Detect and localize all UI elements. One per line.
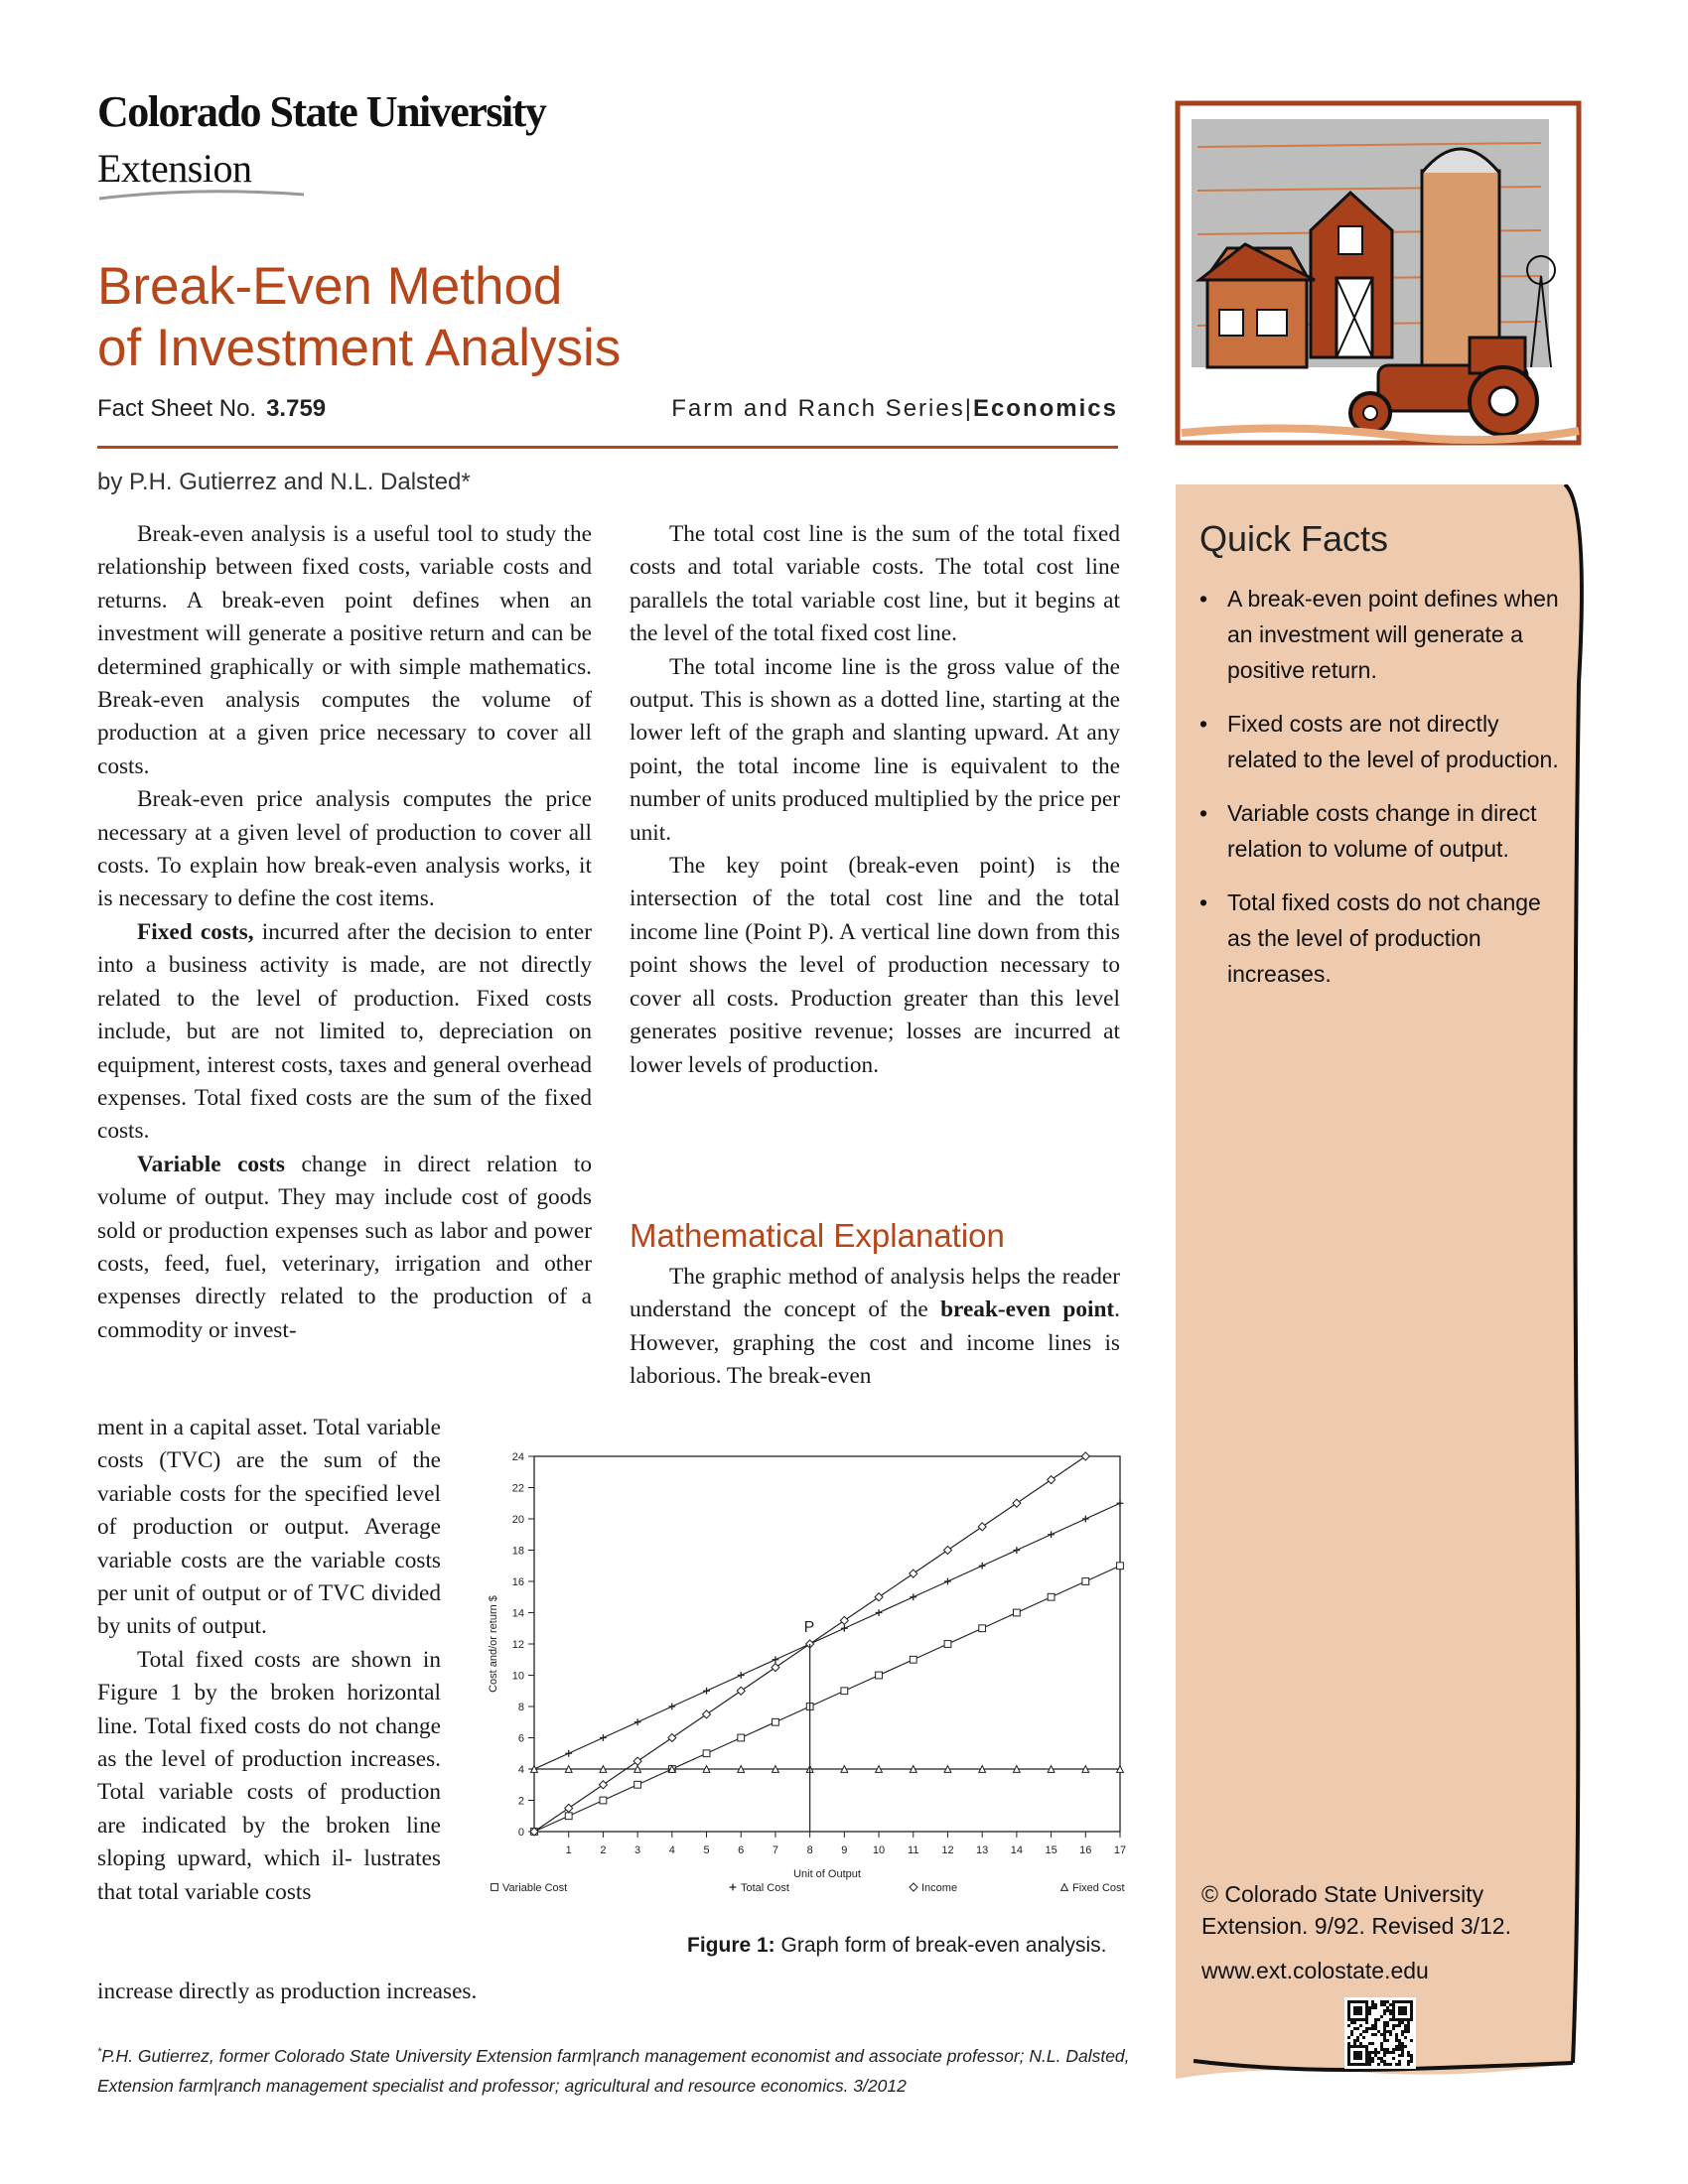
y-axis-label: Cost and/or return $ xyxy=(488,1595,499,1693)
income-point xyxy=(910,1570,917,1577)
title-line-2: of Investment Analysis xyxy=(97,319,622,377)
total-cost-point xyxy=(738,1672,745,1679)
y-tick-label: 20 xyxy=(511,1514,524,1526)
fact-sheet-label: Fact Sheet No. 3.759 xyxy=(97,395,327,422)
plot-frame xyxy=(534,1456,1120,1832)
break-even-point-label: P xyxy=(803,1619,815,1636)
paragraph: Variable costs change in direct relation to volume of output. They may include cost of goods sold or production expenses such as labor and power costs, feed, fuel, veterinary, irrigation and other expenses directly related to the production of a commodity or invest- xyxy=(97,1151,592,1343)
x-tick-label: 4 xyxy=(668,1844,675,1856)
csu-extension-logo xyxy=(97,87,653,201)
variable-cost-point xyxy=(1082,1578,1089,1585)
column-2-section xyxy=(630,1261,1120,1394)
column-2 xyxy=(630,518,1120,1082)
variable-cost-point xyxy=(910,1656,916,1663)
total-cost-point xyxy=(841,1625,848,1632)
variable-cost-point xyxy=(944,1641,951,1648)
x-axis-label: Unit of Output xyxy=(793,1868,861,1880)
income-point xyxy=(1013,1499,1021,1507)
total-cost-point xyxy=(910,1593,916,1600)
total-cost-point xyxy=(565,1750,572,1757)
website-link[interactable]: www.ext.colostate.edu xyxy=(1201,1958,1429,1983)
x-tick-label: 3 xyxy=(634,1844,641,1856)
total-cost-point xyxy=(668,1704,675,1710)
income-point xyxy=(772,1664,779,1672)
variable-cost-point xyxy=(876,1672,883,1679)
legend-total-cost-label: Total Cost xyxy=(741,1882,789,1894)
x-tick-label: 10 xyxy=(872,1844,886,1856)
legend-fixed-cost-marker xyxy=(1061,1884,1068,1891)
variable-cost-point xyxy=(841,1688,848,1695)
variable-cost-point xyxy=(565,1813,572,1820)
series-category: Economics xyxy=(972,395,1118,422)
column-1-narrow xyxy=(97,1412,441,1909)
quick-facts-title: Quick Facts xyxy=(1199,518,1389,559)
y-tick-label: 6 xyxy=(517,1732,524,1745)
total-cost-point xyxy=(979,1563,986,1570)
x-tick-label: 16 xyxy=(1079,1844,1092,1856)
y-tick-label: 18 xyxy=(511,1545,524,1558)
income-point xyxy=(703,1710,711,1718)
quick-fact-item: • Variable costs change in direct relation to volume of output. xyxy=(1199,800,1537,862)
variable-cost-line xyxy=(534,1566,1120,1832)
series-label: Farm and Ranch Series|Economics xyxy=(671,395,1118,422)
income-point xyxy=(599,1781,607,1789)
legend-total-cost-marker xyxy=(730,1884,737,1891)
page-title xyxy=(97,256,812,379)
total-cost-point xyxy=(944,1578,951,1585)
figure-caption: Figure 1: Graph form of break-even analysis. xyxy=(687,1934,1107,1957)
author-footnote: *P.H. Gutierrez, former Colorado State University Extension farm|ranch management economist and associate professor; N.L. Dalsted, Extension farm|ranch management specialist and professor; agricultural and resource economics. 3/2012 xyxy=(97,2045,1130,2096)
total-cost-point xyxy=(1048,1531,1055,1538)
legend-income-label: Income xyxy=(921,1882,958,1894)
y-tick-label: 14 xyxy=(511,1607,524,1620)
variable-cost-point xyxy=(1117,1563,1124,1570)
variable-cost-point xyxy=(634,1781,641,1788)
variable-cost-point xyxy=(773,1718,779,1725)
income-point xyxy=(633,1757,641,1765)
income-point xyxy=(943,1547,951,1555)
x-tick-label: 12 xyxy=(941,1844,954,1856)
total-cost-point xyxy=(1013,1547,1020,1554)
variable-cost-point xyxy=(600,1797,607,1804)
paragraph: The total income line is the gross value of the output. This is shown as a dotted line, starting at the lower left of the graph and slanting upward. At any point, the total income line is equivalent to the number of units produced multiplied by the price per unit. xyxy=(630,653,1120,846)
income-point xyxy=(668,1734,676,1742)
quick-fact-item: • A break-even point defines when an investment will generate a positive return. xyxy=(1199,586,1559,683)
farm-illustration-icon xyxy=(1172,99,1589,449)
income-point xyxy=(875,1593,883,1601)
variable-cost-point xyxy=(703,1750,710,1757)
paragraph: increase directly as production increases. xyxy=(97,1979,478,2004)
income-point xyxy=(978,1523,986,1531)
section-heading: Mathematical Explanation xyxy=(630,1217,1005,1254)
x-tick-label: 7 xyxy=(772,1844,779,1856)
total-cost-point xyxy=(773,1656,779,1663)
quick-facts-list xyxy=(1197,581,1565,1010)
total-cost-point xyxy=(1082,1516,1089,1523)
x-tick-label: 17 xyxy=(1113,1844,1127,1856)
paragraph: Break-even analysis is a useful tool to study the relationship between fixed costs, variable costs and returns. A break-even point defines when an investment will generate a positive return and can be determined graphically or with simple mathematics. Break-even analysis computes the volume of production at a given price necessary to cover all costs. xyxy=(97,521,592,779)
y-tick-label: 10 xyxy=(511,1670,524,1683)
variable-cost-point xyxy=(738,1734,745,1741)
byline: by P.H. Gutierrez and N.L. Dalsted* xyxy=(97,469,471,495)
title-line-1: Break-Even Method xyxy=(97,257,563,316)
x-tick-label: 8 xyxy=(806,1844,813,1856)
copyright-notice: © Colorado State University Extension. 9/92. Revised 3/12. xyxy=(1201,1881,1511,1939)
paragraph: Total fixed costs are shown in Figure 1 by the broken horizontal line. Total fixed costs do not change as the level of production increases. Total variable costs of production are indicated by the broken line sloping upward, which il- lustrates that total variable costs xyxy=(97,1646,441,1905)
x-tick-label: 14 xyxy=(1010,1844,1024,1856)
quick-fact-item: • Fixed costs are not directly related to the level of production. xyxy=(1199,711,1559,772)
income-point xyxy=(840,1616,848,1624)
total-cost-point xyxy=(876,1609,883,1616)
y-tick-label: 2 xyxy=(517,1795,524,1808)
income-point xyxy=(737,1687,745,1695)
fact-sheet-number: 3.759 xyxy=(266,395,327,422)
term-break-even-point: break-even point xyxy=(940,1297,1115,1323)
fact-sheet-line xyxy=(97,395,1118,425)
x-tick-label: 5 xyxy=(703,1844,710,1856)
income-point xyxy=(1081,1452,1089,1460)
y-tick-label: 0 xyxy=(517,1827,524,1839)
term-variable-costs: Variable costs xyxy=(137,1151,285,1177)
total-cost-point xyxy=(600,1734,607,1741)
x-tick-label: 6 xyxy=(738,1844,745,1856)
income-point xyxy=(1048,1476,1055,1484)
term-fixed-costs: Fixed costs, xyxy=(137,918,254,945)
paragraph: Break-even price analysis computes the price necessary at a given level of production to cover all costs. To explain how break-even analysis works, it is necessary to define the cost items. xyxy=(97,786,592,912)
y-tick-label: 24 xyxy=(511,1451,524,1463)
y-tick-label: 22 xyxy=(511,1482,524,1495)
paragraph: Fixed costs, incurred after the decision to enter into a business activity is made, are not directly related to the level of production. Fixed costs include, but are not limited to, depreciation on equipment, interest costs, taxes and general overhead expenses. Total fixed costs are the sum of the fixed costs. xyxy=(97,918,592,1145)
university-name: Colorado State University xyxy=(97,87,546,136)
variable-cost-point xyxy=(1048,1593,1055,1600)
income-point xyxy=(565,1804,573,1812)
y-tick-label: 16 xyxy=(511,1576,524,1588)
header-divider xyxy=(97,446,1118,449)
x-tick-label: 9 xyxy=(841,1844,848,1856)
column-1-end xyxy=(97,1976,592,2008)
total-cost-point xyxy=(1117,1500,1124,1507)
paragraph: The key point (break-even point) is the intersection of the total cost line and the total income line (Point P). A vertical line down from this point shows the level of production necessary to cover all costs. Production greater than this level generates positive revenue; losses are incurred at lower levels of production. xyxy=(630,853,1120,1078)
legend-fixed-cost-label: Fixed Cost xyxy=(1072,1882,1125,1894)
x-tick-label: 15 xyxy=(1045,1844,1057,1856)
paragraph: ment in a capital asset. Total variable costs (TVC) are the sum of the variable costs for the specified level of production or output. Average variable costs are the variable costs per unit of output or of TVC divided by units of output. xyxy=(97,1415,441,1640)
variable-cost-point xyxy=(979,1625,986,1632)
total-cost-point xyxy=(634,1718,641,1725)
extension-wordmark: Extension xyxy=(97,146,252,191)
paragraph: The total cost line is the sum of the total fixed costs and total variable costs. The total cost line parallels the total variable cost line, but it begins at the level of the total fixed cost line. xyxy=(630,521,1120,647)
variable-cost-point xyxy=(1013,1609,1020,1616)
paragraph: The graphic method of analysis helps the reader understand the concept of the break-even point. However, graphing the cost and income lines is laborious. The break-even xyxy=(630,1264,1120,1390)
total-cost-point xyxy=(703,1688,710,1695)
quick-fact-item: • Total fixed costs do not change as the level of production increases. xyxy=(1199,889,1541,987)
y-tick-label: 4 xyxy=(517,1764,524,1776)
legend-income-marker xyxy=(910,1883,917,1891)
legend-variable-cost-label: Variable Cost xyxy=(502,1882,568,1894)
total-cost-line xyxy=(534,1503,1120,1769)
y-tick-label: 8 xyxy=(517,1702,524,1713)
x-tick-label: 13 xyxy=(976,1844,989,1856)
y-tick-label: 12 xyxy=(511,1639,524,1651)
break-even-chart xyxy=(457,1434,1132,1921)
qr-code-icon xyxy=(1344,1997,1416,2069)
x-tick-label: 11 xyxy=(908,1844,919,1856)
legend-variable-cost-marker xyxy=(492,1884,498,1891)
x-tick-label: 2 xyxy=(600,1844,607,1856)
x-tick-label: 1 xyxy=(565,1844,572,1856)
column-1 xyxy=(97,518,592,1347)
